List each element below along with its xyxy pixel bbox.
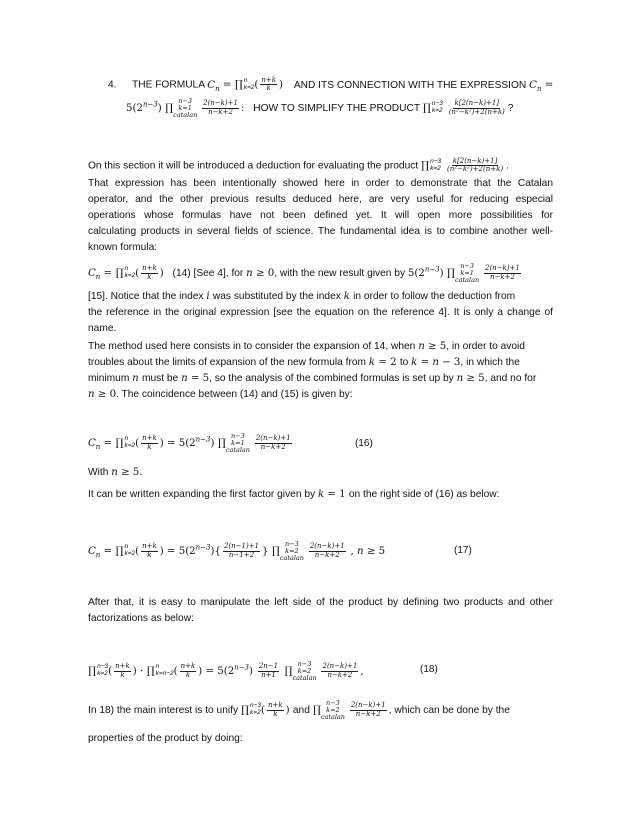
heading-question-mark: ? — [507, 102, 514, 114]
p3-text-1a: The method used here consists in to consider the expansion of 14, when — [88, 341, 416, 352]
p4-text-a: In 18) the main interest is to unify — [88, 704, 239, 716]
p1-text-2: That expression has been intentionally showed here in order to demonstrate that the Catalan — [88, 178, 553, 189]
after-body — [88, 595, 553, 627]
p3-text-2c: , in which the — [460, 357, 520, 368]
p2-text-4: name. — [88, 323, 117, 334]
p4-text-c: , which can be done by the — [388, 704, 510, 716]
p3-line-4: n ≥ 0. The coincidence between (14) and (15) is given by: — [88, 389, 353, 400]
p2-new-result: , with the new result given by — [274, 267, 406, 279]
section-heading-line-2: $5(2^{n-3})$ ∏ n−3 k=1 catalan $\frac{2(n-k)+1}{n-k+2}$ : HOW TO SIMPLIFY THE PRODUCT ∏ n−3 k=2 $\frac{k[2(n-k)+1]}{\text{(n²−k²)+2(n+k)}}$ ? — [126, 97, 514, 119]
p2-text-2b: was substituted by the index — [212, 291, 341, 302]
p3-text-2b: to — [399, 357, 409, 368]
p4-line-1: In 18) the main interest is to unify ∏ n−3 k=2 ( $\frac{n+k}{k}$ ) and ∏ n−3 k=2 catalan $\frac{2(n-k)+1}{n-k+2}$ , which can be done by the — [88, 699, 510, 721]
p1-text-6: known formula: — [88, 242, 158, 253]
heading-text-formula: THE FORMULA — [132, 79, 205, 91]
p4-text-2: properties of the product by doing: — [88, 733, 243, 744]
p1-body — [88, 176, 553, 256]
expand-text-a: It can be written expanding the first factor given by — [88, 489, 316, 500]
p2-text-3: the reference in the original expression [see the equation on the reference 4]. It is only a change of — [88, 307, 553, 318]
p4-text-b: and — [292, 704, 310, 716]
p2-body — [88, 305, 553, 337]
after-text-2: factorizations as below: — [88, 613, 194, 624]
expand-line: It can be written expanding the first factor given by k = 1 on the right side of (16) as below: — [88, 489, 500, 500]
with-line: With n ≥ 5. — [88, 467, 143, 478]
p2-text-2a: [15]. Notice that the index — [88, 291, 204, 302]
p3-line-3: minimum n must be n = 5, so the analysis of the combined formulas is set up by n ≥ 5, and no for — [88, 373, 537, 384]
section-number: 4. — [108, 79, 117, 91]
equation-18: ∏ n−3 k=2 ( $\frac{n+k}{k}$ ) · ∏ n k=n−2 ( $\frac{n+k}{k}$ ) = $5(2^{n-3})$ $\frac{2n-1}{n+1}$ ∏ n−3 k=2 catalan $\frac{2(n-k)+1}{n-k+2}$ , — [88, 660, 364, 682]
p2-line-1: $C_n$ = ∏ n k=2 ( $\frac{n+k}{k}$ ) (14) [See 4], for n ≥ 0, with the new result given by $5(2^{n-3})$ ∏ n−3 k=1 catalan $\frac{2(n-k)+1}{n-k+2}$ — [88, 262, 520, 284]
p1-text-5: calculating products in several fields of science. The fundamental idea is to combine another well- — [88, 226, 553, 237]
equation-17-label: (17) — [454, 545, 472, 556]
p1-text-3: operator, and the other previous results deduced here, are very useful for reducing especial — [88, 194, 553, 205]
p3-line-2: troubles about the limits of expansion of the new formula from k = 2 to k = n − 3, in which the — [88, 357, 520, 368]
p2-ref-14: (14) [See 4], for — [172, 267, 244, 279]
p2-line-2: [15]. Notice that the index i was substituted by the index k in order to follow the deduction from — [88, 291, 516, 302]
equation-18-label: (18) — [420, 664, 438, 675]
equation-16-label: (16) — [355, 438, 373, 449]
p3-line-1: The method used here consists in to consider the expansion of 14, when n ≥ 5, in order to avoid — [88, 341, 525, 352]
with-text: With — [88, 467, 109, 478]
p3-text-3b: must be — [141, 373, 179, 384]
p1-text-4: operations whose formulas have not been defined yet. It will open more possibilities for — [88, 210, 553, 221]
equation-16: $C_n$ = ∏ n k=2 ( $\frac{n+k}{k}$ ) = $5(2^{n-3})$ ∏ n−3 k=1 catalan $\frac{2(n-k)+1}{n-k+2}$ — [88, 432, 291, 454]
p3-text-4: . The coincidence between (14) and (15) is given by: — [116, 389, 353, 400]
expand-text-b: on the right side of (16) as below: — [348, 489, 500, 500]
p3-text-3c: , so the analysis of the combined formulas is set up by — [209, 373, 454, 384]
p1-line-1: On this section it will be introduced a deduction for evaluating the product ∏ n−3 k=2 $\frac{k[2(n-k)+1]}{\text{(n²−k²)+2(n+k)}}$ . — [88, 157, 509, 174]
p2-text-2c: in order to follow the deduction from — [353, 291, 516, 302]
equation-17: $C_n$ = ∏ n k=2 ( $\frac{n+k}{k}$ ) = $5(2^{n-3})${ $\frac{2(n-1)+1}{n-1+2}$ } ∏ n−3 k=2 catalan $\frac{2(n-k)+1}{n-k+2}$ , n ≥ 5 — [88, 540, 386, 562]
p3-text-3d: , and no for — [484, 373, 537, 384]
p1-text-1: On this section it will be introduced a deduction for evaluating the product — [88, 160, 419, 172]
p3-text-1b: , in order to avoid — [446, 341, 525, 352]
heading-text-connection: AND ITS CONNECTION WITH THE EXPRESSION — [293, 79, 527, 91]
section-heading-line-1: 4. THE FORMULA $C_n$ = ∏ n k=2 ( $\frac{n+k}{k}$ ) AND ITS CONNECTION WITH THE EXPRESSION $C_n$ = — [108, 76, 554, 93]
p4-line-2 — [88, 734, 243, 744]
heading-text-simplify: HOW TO SIMPLIFY THE PRODUCT — [253, 102, 420, 114]
p3-text-3a: minimum — [88, 373, 130, 384]
after-text-1: After that, it is easy to manipulate the left side of the product by defining two products and other — [88, 597, 553, 608]
p3-text-2a: troubles about the limits of expansion of the new formula from — [88, 357, 367, 368]
